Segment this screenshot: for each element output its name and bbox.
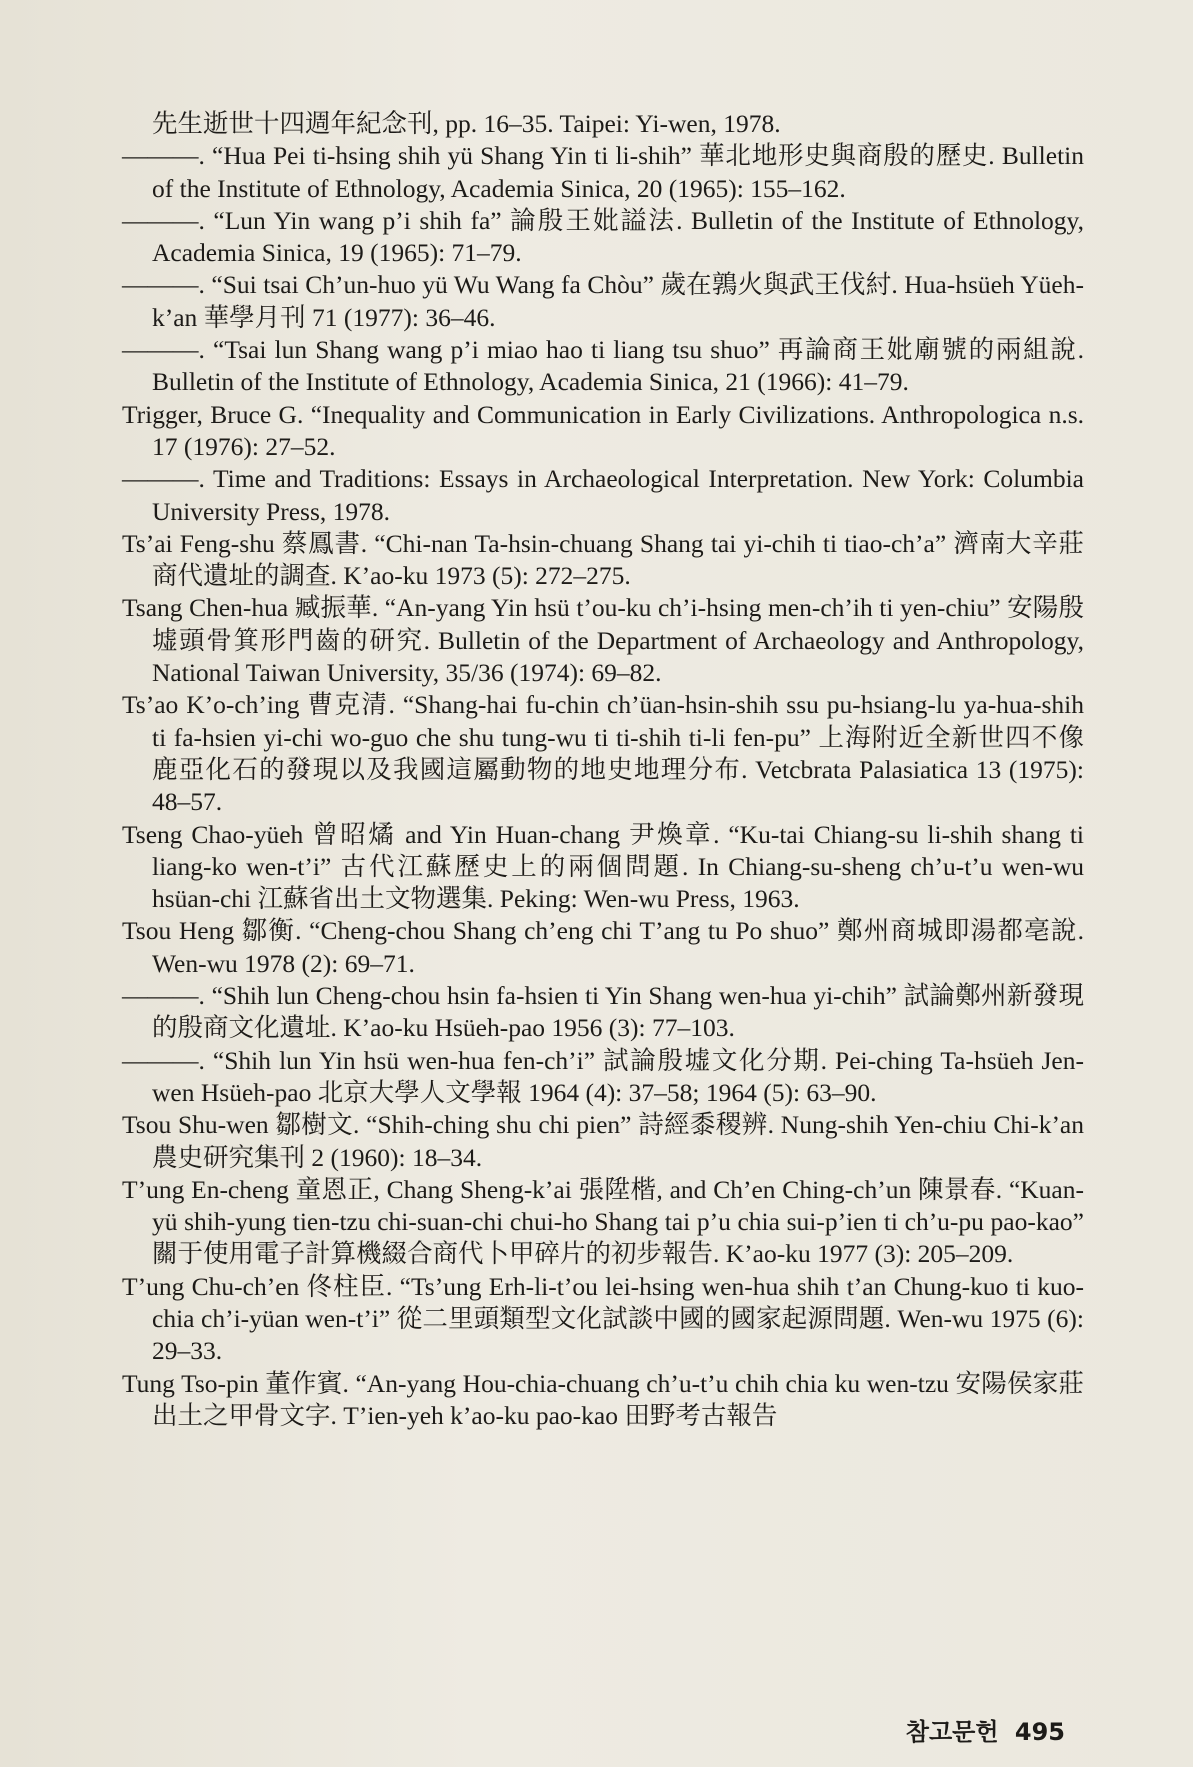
page-number: 495 — [1014, 1718, 1065, 1746]
bibliography-entry: Trigger, Bruce G. “Inequality and Communication in Early Civilizations. Anthropologica n.s. 17 (1976): 27–52. — [122, 399, 1084, 461]
bibliography-entry: ———. Time and Traditions: Essays in Archaeological Interpretation. New York: Columbia University Press, 1978. — [122, 464, 1084, 526]
bibliography-entry: Tung Tso-pin 董作賓. “An-yang Hou-chia-chuang ch’u-t’u chih chia ku wen-tzu 安陽侯家莊出土之甲骨文字. T’ien-yeh k’ao-ku pao-kao 田野考古報告 — [122, 1368, 1084, 1430]
bibliography-list — [122, 108, 1084, 1432]
bibliography-entry: ———. “Hua Pei ti-hsing shih yü Shang Yin ti li-shih” 華北地形史與商殷的歷史. Bulletin of the Institute of Ethnology, Academia Sinica, 20 (1965): 155–162. — [122, 141, 1084, 203]
bibliography-entry: ———. “Lun Yin wang p’i shih fa” 論殷王妣謚法. Bulletin of the Institute of Ethnology, Academia Sinica, 19 (1965): 71–79. — [122, 205, 1084, 268]
bibliography-entry: ———. “Tsai lun Shang wang p’i miao hao ti liang tsu shuo” 再論商王妣廟號的兩組說. Bulletin of the Institute of Ethnology, Academia Sinica, 21 (1966): 41–79. — [122, 335, 1084, 397]
section-title: 참고문헌 — [905, 1718, 999, 1746]
bibliography-entry: Tsou Heng 鄒衡. “Cheng-chou Shang ch’eng chi T’ang tu Po shuo” 鄭州商城即湯都亳說. Wen-wu 1978 (2): 69–71. — [122, 916, 1084, 978]
bibliography-entry: 先生逝世十四週年紀念刊, pp. 16–35. Taipei: Yi-wen, 1978. — [152, 109, 781, 138]
bibliography-entry: Tsang Chen-hua 臧振華. “An-yang Yin hsü t’ou-ku ch’i-hsing men-ch’ih ti yen-chiu” 安陽殷墟頭骨箕形門齒的研究. Bulletin of the Department of Archaeology and Anthropology, National Taiwan University, 35/36 (1974): 69–82. — [122, 593, 1084, 688]
bibliography-entry: ———. “Shih lun Cheng-chou hsin fa-hsien ti Yin Shang wen-hua yi-chih” 試論鄭州新發現的殷商文化遺址. K’ao-ku Hsüeh-pao 1956 (3): 77–103. — [122, 981, 1084, 1043]
page-footer — [906, 1712, 1065, 1747]
bibliography-entry: ———. “Shih lun Yin hsü wen-hua fen-ch’i” 試論殷墟文化分期. Pei-ching Ta-hsüeh Jen-wen Hsüeh-pao 北京大學人文學報 1964 (4): 37–58; 1964 (5): 63–90. — [122, 1045, 1084, 1107]
bibliography-entry: Ts’ao K’o-ch’ing 曹克清. “Shang-hai fu-chin ch’üan-hsin-shih ssu pu-hsiang-lu ya-hua-shih ti fa-hsien yi-chi wo-guo che shu tung-wu ti ti-shih ti-li fen-pu” 上海附近全新世四不像鹿亞化石的發現以及我國這屬動物的地史地理分布. Vetcbrata Palasiatica 13 (1975): 48–57. — [122, 690, 1084, 817]
bibliography-entry: T’ung Chu-ch’en 佟柱臣. “Ts’ung Erh-li-t’ou lei-hsing wen-hua shih t’an Chung-kuo ti kuo-chia ch’i-yüan wen-t’i” 從二里頭類型文化試談中國的國家起源問題. Wen-wu 1975 (6): 29–33. — [122, 1271, 1084, 1366]
bibliography-entry: Ts’ai Feng-shu 蔡鳳書. “Chi-nan Ta-hsin-chuang Shang tai yi-chih ti tiao-ch’a” 濟南大辛莊商代遺址的調查. K’ao-ku 1973 (5): 272–275. — [122, 528, 1084, 591]
bibliography-entry: T’ung En-cheng 童恩正, Chang Sheng-k’ai 張陞楷, and Ch’en Ching-ch’un 陳景春. “Kuan-yü shih-yung tien-tzu chi-suan-chi chui-ho Shang tai p’u chia sui-p’ien ti ch’u-pu pao-kao” 關于使用電子計算機綴合商代卜甲碎片的初步報告. K’ao-ku 1977 (3): 205–209. — [122, 1174, 1084, 1269]
bibliography-entry: Tsou Shu-wen 鄒樹文. “Shih-ching shu chi pien” 詩經黍稷辨. Nung-shih Yen-chiu Chi-k’an 農史研究集刊 2 (1960): 18–34. — [122, 1110, 1084, 1172]
bibliography-entry: ———. “Sui tsai Ch’un-huo yü Wu Wang fa Chòu” 歲在鶉火與武王伐紂. Hua-hsüeh Yüeh-k’an 華學月刊 71 (1977): 36–46. — [122, 270, 1084, 332]
bibliography-entry: Tseng Chao-yüeh 曾昭燏 and Yin Huan-chang 尹煥章. “Ku-tai Chiang-su li-shih shang ti liang-ko wen-t’i” 古代江蘇歷史上的兩個問題. In Chiang-su-sheng ch’u-t’u wen-wu hsüan-chi 江蘇省出土文物選集. Peking: Wen-wu Press, 1963. — [122, 819, 1084, 914]
